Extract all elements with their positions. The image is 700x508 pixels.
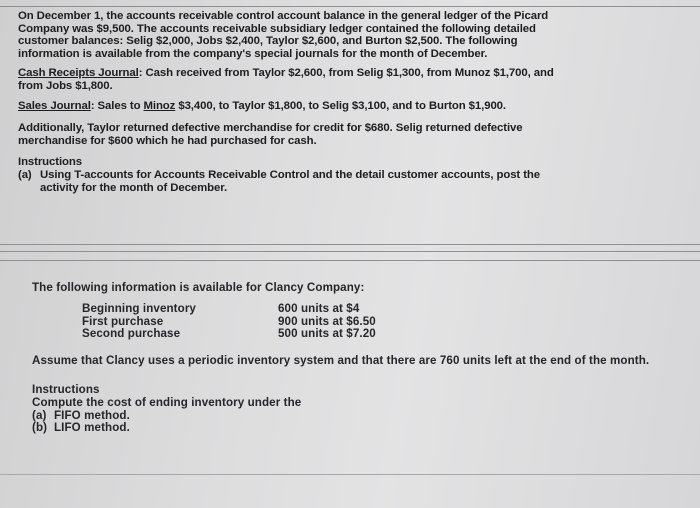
instructions-heading-2: Instructions xyxy=(32,382,100,396)
inventory-table xyxy=(82,303,682,341)
sales-munoz: Minoz xyxy=(143,99,176,112)
instruction-a-label: (a) xyxy=(18,168,32,181)
inventory-labels xyxy=(82,303,278,341)
instructions-heading-1: Instructions xyxy=(18,156,82,169)
problem-1 xyxy=(18,10,578,194)
inventory-label-second: Second purchase xyxy=(82,327,181,341)
problem-1-intro: On December 1, the accounts receivable control account balance in the general ledger of the Picard Company was $9,500. The accounts receivable subsidiary ledger contained the following detailed customer balances: Selig $2,000, Jobs $2,400, Taylor $2,600, and Burton $2,500. The following information is available from the company's special journals for the month of December. xyxy=(18,10,549,60)
instruction-lifo-text: LIFO method. xyxy=(54,421,130,435)
problem-2 xyxy=(32,282,682,435)
inventory-label-beginning: Beginning inventory xyxy=(82,301,196,315)
additional-returns: Additionally, Taylor returned defective merchandise for credit for $680. Selig returned defective merchandise for $600 which he had purchased for cash. xyxy=(18,122,523,147)
cash-receipts-text: : Cash received from Taylor $2,600, from Selig $1,300, from Munoz $1,700, and from Jobs $1,800. xyxy=(18,67,554,92)
instruction-fifo-label: (a) xyxy=(32,408,47,422)
instruction-a xyxy=(18,169,578,194)
inventory-values xyxy=(278,303,478,341)
sales-text-2: $3,400, to Taylor $1,800, to Selig $3,100, and to Burton $1,900. xyxy=(175,99,506,112)
inventory-value-first: 900 units at $6.50 xyxy=(278,314,376,328)
assume-text: Assume that Clancy uses a periodic inventory system and that there are 760 units left at the end of the month. xyxy=(32,354,650,368)
instruction-a-text: Using T-accounts for Accounts Receivable Control and the detail customer accounts, post the activity for the month of December. xyxy=(40,168,540,194)
problem-2-intro: The following information is available for Clancy Company: xyxy=(32,281,365,294)
inventory-label-first: First purchase xyxy=(82,314,164,328)
divider-rule-1 xyxy=(0,244,700,245)
cash-receipts-journal xyxy=(18,67,578,92)
bottom-rule xyxy=(0,474,700,475)
cash-receipts-label: Cash Receipts Journal xyxy=(18,67,139,80)
inventory-value-beginning: 600 units at $4 xyxy=(278,301,360,315)
instruction-lifo xyxy=(32,422,682,435)
divider-rule-3 xyxy=(0,260,700,261)
instructions-text-2: Compute the cost of ending inventory under the xyxy=(32,395,302,409)
instruction-fifo-text: FIFO method. xyxy=(54,408,130,422)
instruction-lifo-label: (b) xyxy=(32,421,48,435)
sales-journal-label: Sales Journal xyxy=(18,99,91,112)
divider-rule-2 xyxy=(0,251,700,252)
top-rule xyxy=(0,6,700,7)
sales-journal xyxy=(18,100,578,113)
sales-text-1: : Sales to xyxy=(90,99,144,112)
inventory-value-second: 500 units at $7.20 xyxy=(278,327,376,341)
